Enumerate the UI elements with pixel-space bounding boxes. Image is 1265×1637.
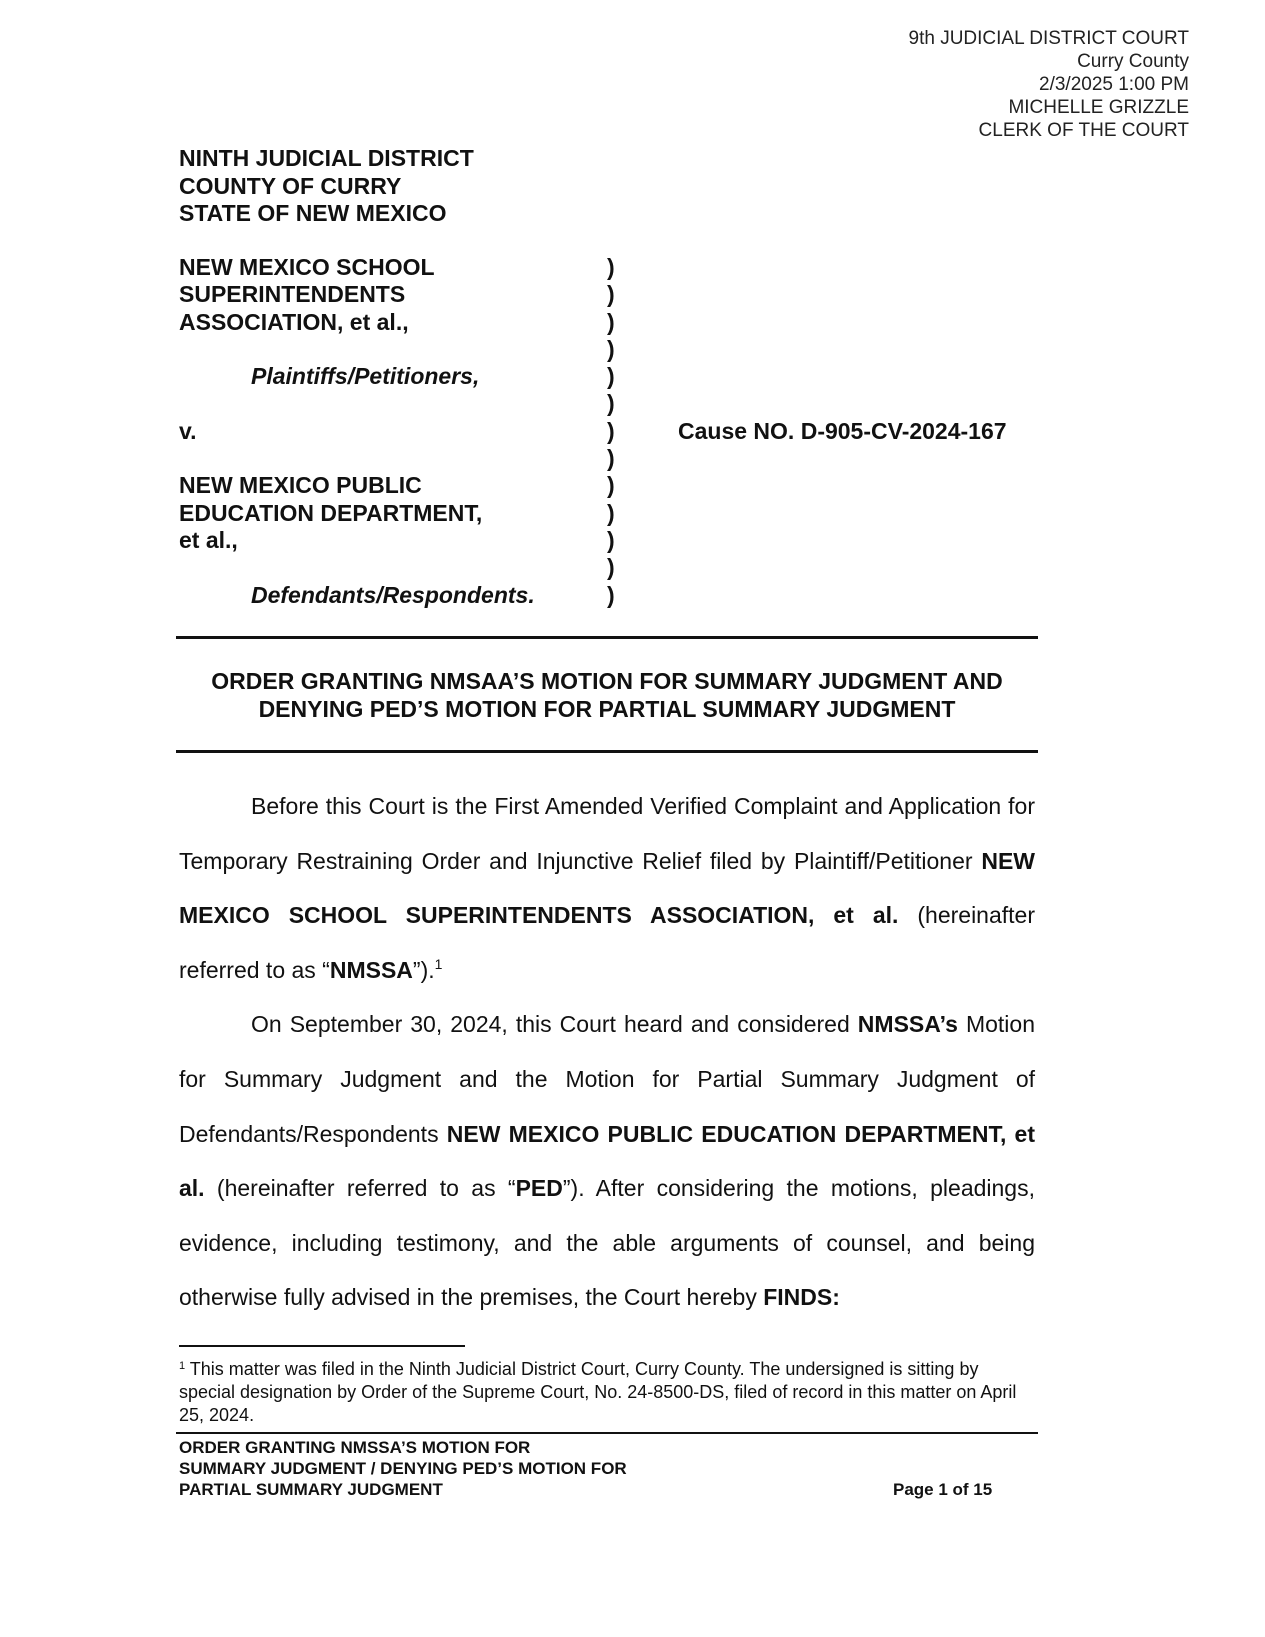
paren: ) [607, 363, 615, 390]
title-line-2: DENYING PED’S MOTION FOR PARTIAL SUMMARY JUDGMENT [258, 696, 956, 722]
paren: ) [607, 390, 615, 417]
paren: ) [607, 581, 615, 608]
footnote-separator [179, 1345, 465, 1347]
paren: ) [607, 526, 615, 553]
footnote-number: 1 [179, 1360, 186, 1372]
ped-abbrev: PED [515, 1175, 563, 1202]
court-state: STATE OF NEW MEXICO [179, 200, 447, 226]
defendant-role: Defendants/Respondents. [251, 581, 535, 608]
order-body [179, 779, 1035, 1325]
caption-paren-column [607, 254, 615, 609]
plaintiff-name-bold: NEW MEXICO SCHOOL SUPERINTENDENTS ASSOCIATION, et al. [179, 847, 1035, 929]
stamp-county: Curry County [1077, 51, 1189, 72]
paragraph-1: Before this Court is the First Amended Verified Complaint and Application for Temporary Restraining Order and Injunctive Relief filed by Plaintiff/Petitioner NEW MEXICO SCHOOL SUPERINTENDENTS ASSOCIATION, et al. (hereinafter referred to as “NMSSA”).$^1$ [179, 793, 1035, 983]
footer-line-3: PARTIAL SUMMARY JUDGMENT [179, 1480, 443, 1499]
title-top-rule [176, 636, 1038, 639]
defendant-name-3: et al., [179, 526, 238, 553]
paren: ) [607, 254, 615, 280]
court-district: NINTH JUDICIAL DISTRICT [179, 145, 474, 171]
filing-stamp [909, 27, 1189, 142]
stamp-court: 9th JUDICIAL DISTRICT COURT [908, 28, 1189, 49]
plaintiff-name-1: NEW MEXICO SCHOOL [179, 254, 435, 280]
plaintiff-name-3: ASSOCIATION, et al., [179, 308, 409, 335]
defendant-name-bold: NEW MEXICO PUBLIC EDUCATION DEPARTMENT, et al. [179, 1120, 1035, 1202]
document-title [176, 667, 1038, 723]
title-line-1: ORDER GRANTING NMSAA’S MOTION FOR SUMMARY JUDGMENT AND [211, 668, 1003, 694]
paren: ) [607, 281, 615, 308]
paren: ) [607, 308, 615, 335]
case-caption [179, 254, 1059, 614]
paren: ) [607, 499, 615, 526]
versus: v. [179, 417, 197, 444]
paren: ) [607, 554, 615, 581]
footnote-1 [179, 1358, 1029, 1427]
finds-label: FINDS: [763, 1284, 840, 1311]
plaintiff-role: Plaintiffs/Petitioners, [251, 363, 480, 390]
court-county: COUNTY OF CURRY [179, 172, 402, 199]
footnote-text: This matter was filed in the Ninth Judicial District Court, Curry County. The undersigned is sitting by special designation by Order of the Supreme Court, No. 24-8500-DS, filed of record in this matter on April 25, 2024. [179, 1359, 1017, 1425]
paragraph-2: On September 30, 2024, this Court heard and considered NMSSA’s Motion for Summary Judgment and the Motion for Partial Summary Judgment of Defendants/Respondents NEW MEXICO PUBLIC EDUCATION DEPARTMENT, et al. (hereinafter referred to as “PED”). After considering the motions, pleadings, evidence, including testimony, and the able arguments of counsel, and being otherwise fully advised in the premises, the Court hereby FINDS: [179, 1011, 1035, 1311]
plaintiff-name-2: SUPERINTENDENTS [179, 281, 406, 308]
footer-line-1: ORDER GRANTING NMSSA’S MOTION FOR [179, 1438, 531, 1457]
paren: ) [607, 445, 615, 472]
paren: ) [607, 472, 615, 499]
court-header [179, 145, 474, 228]
defendant-name-2: EDUCATION DEPARTMENT, [179, 499, 483, 526]
stamp-clerk-title: CLERK OF THE COURT [978, 120, 1189, 141]
footnote-ref[interactable]: 1 [434, 955, 443, 972]
defendant-name-1: NEW MEXICO PUBLIC [179, 472, 422, 499]
nmssa-abbrev: NMSSA [329, 956, 413, 983]
paren: ) [607, 417, 615, 444]
footer-line-2: SUMMARY JUDGMENT / DENYING PED’S MOTION FOR [179, 1459, 627, 1478]
footer-rule [176, 1432, 1038, 1434]
stamp-datetime: 2/3/2025 1:00 PM [1039, 74, 1189, 95]
stamp-clerk-name: MICHELLE GRIZZLE [1008, 97, 1189, 118]
page-number: Page 1 of 15 [893, 1480, 993, 1499]
paren: ) [607, 335, 615, 362]
cause-number: Cause NO. D-905-CV-2024-167 [678, 417, 1007, 444]
page-footer [179, 1437, 999, 1500]
title-bottom-rule [176, 750, 1038, 753]
caption-parties [179, 254, 599, 609]
